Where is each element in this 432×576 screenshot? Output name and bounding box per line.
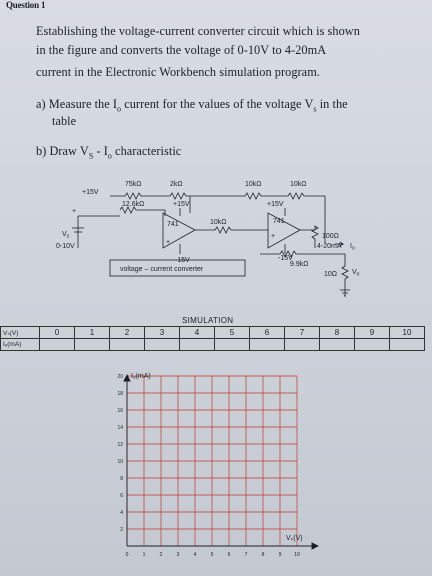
row-header-vs: Vₛ(V) (1, 327, 40, 339)
label-r1: 75kΩ (125, 181, 142, 188)
table-cell: 2 (110, 327, 145, 339)
intro-line-2: in the figure and converts the voltage of 0-10V to 4-20mA (36, 43, 327, 57)
label-vplus-3: +15V (267, 201, 284, 208)
io-input-cell[interactable] (390, 339, 425, 351)
characteristic-graph (100, 368, 330, 576)
y-tick-label: 10 (117, 459, 123, 465)
y-tick-label: 8 (120, 476, 123, 482)
io-input-cell[interactable] (75, 339, 110, 351)
table-cell: 4 (180, 327, 215, 339)
io-input-cell[interactable] (215, 339, 250, 351)
table-cell: 8 (320, 327, 355, 339)
x-axis-label: Vₛ(V) (286, 535, 303, 542)
io-input-cell[interactable] (145, 339, 180, 351)
label-vo: $V_o$ (352, 269, 360, 278)
y-tick-label: 14 (117, 425, 123, 431)
part-a-line-2: table (52, 114, 77, 128)
y-tick-label: 16 (117, 408, 123, 414)
label-vplus-1: +15V (82, 189, 99, 196)
x-tick-label: 9 (278, 552, 282, 558)
simulation-table (0, 326, 425, 351)
io-input-cell[interactable] (250, 339, 285, 351)
simulation-title: SIMULATION (182, 316, 234, 325)
y-tick-label: 18 (117, 391, 123, 397)
y-tick-label: 20 (117, 374, 123, 380)
io-input-cell[interactable] (40, 339, 75, 351)
table-cell: 10 (390, 327, 425, 339)
y-axis-label: Iₒ(mA) (131, 373, 151, 380)
row-header-io: Iₒ(mA) (1, 339, 40, 351)
label-vminus-1: -15V (175, 257, 190, 264)
y-tick-label: 4 (120, 510, 123, 516)
label-vminus-2: -15V (278, 255, 293, 262)
table-cell: 1 (75, 327, 110, 339)
x-tick-label: 5 (210, 552, 214, 558)
io-input-cell[interactable] (285, 339, 320, 351)
table-cell: 5 (215, 327, 250, 339)
graph-grid (127, 376, 297, 546)
intro-line-3: current in the Electronic Workbench simulation program. (36, 65, 320, 79)
label-io: $I_o$ (350, 243, 355, 252)
y-tick-label: 2 (120, 527, 123, 533)
io-input-cell[interactable] (320, 339, 355, 351)
table-cell: 9 (355, 327, 390, 339)
intro-line-1: Establishing the voltage-current converter circuit which is shown (36, 24, 360, 38)
label-vplus-2: +15V (173, 201, 190, 208)
label-r9: 10Ω (324, 271, 338, 278)
x-tick-label: 1 (142, 552, 146, 558)
table-cell: 7 (285, 327, 320, 339)
x-axis-arrow-icon (312, 543, 318, 549)
label-vs: $V_s$ (62, 231, 70, 240)
label-opamp-1: 741 (167, 221, 179, 228)
table-cell: 0 (40, 327, 75, 339)
label-r7: 100Ω (322, 233, 339, 240)
x-tick-label: 3 (176, 552, 180, 558)
part-a-line-1: a) Measure the $I_o$ current for the values of the voltage $V_s$ in the (36, 97, 348, 114)
label-vs-range: 0-10V (56, 243, 75, 250)
label-plus-1: + (166, 239, 171, 246)
label-source-plus: + (72, 208, 77, 215)
table-cell: 3 (145, 327, 180, 339)
label-opamp-2: 741 (273, 218, 285, 225)
label-r6: 10kΩ (210, 219, 227, 226)
y-tick-label: 6 (120, 493, 123, 499)
question-title: Question 1 (6, 0, 46, 10)
label-r8: 9.9kΩ (290, 261, 309, 268)
x-tick-label: 6 (227, 552, 231, 558)
label-out-current: 4-20mA (317, 243, 342, 250)
io-input-cell[interactable] (180, 339, 215, 351)
x-tick-label: 8 (261, 552, 265, 558)
table-cell: 6 (250, 327, 285, 339)
label-block: voltage – current converter (120, 266, 204, 273)
x-tick-label: 10 (294, 552, 300, 558)
x-tick-label: 7 (244, 552, 248, 558)
label-r4: 10kΩ (290, 181, 307, 188)
circuit-diagram (40, 168, 390, 303)
label-r2: 2kΩ (170, 181, 183, 188)
io-input-cell[interactable] (110, 339, 145, 351)
x-tick-label: 2 (159, 552, 163, 558)
table-row (1, 327, 425, 339)
label-plus-2: + (271, 233, 276, 240)
label-r5: 12.6kΩ (122, 201, 145, 208)
y-tick-label: 12 (117, 442, 123, 448)
part-b-text: b) Draw $V_S - I_o$ characteristic (36, 144, 182, 161)
io-input-cell[interactable] (355, 339, 390, 351)
x-tick-label: 4 (193, 552, 197, 558)
label-r3: 10kΩ (245, 181, 262, 188)
x-tick-label: 0 (125, 552, 129, 558)
table-row (1, 339, 425, 351)
